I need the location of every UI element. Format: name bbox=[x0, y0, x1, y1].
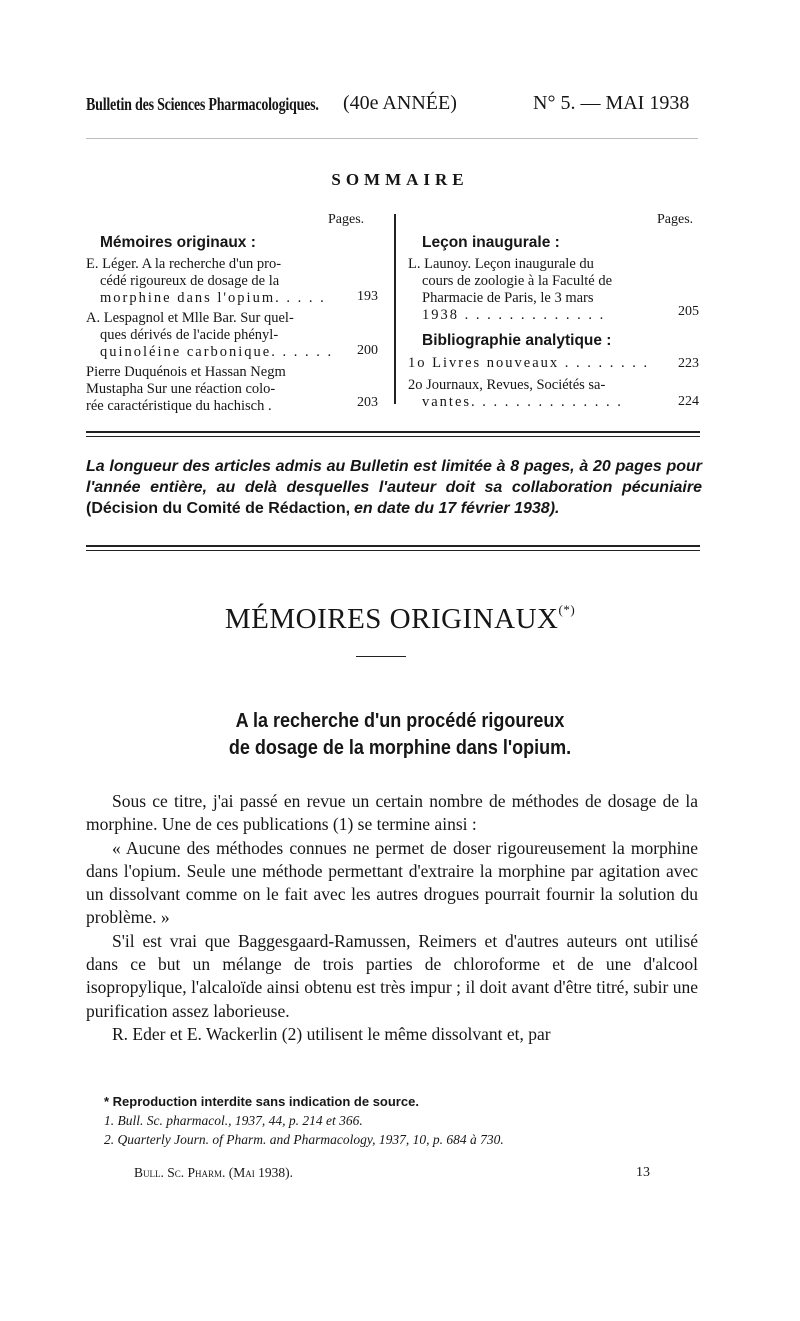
toc-entry-line: E. Léger. A la recherche d'un pro- bbox=[86, 256, 282, 272]
toc-entry-line: ques dérivés de l'acide phényl- bbox=[100, 327, 279, 343]
toc-entry bbox=[408, 377, 670, 411]
double-rule-bottom bbox=[86, 550, 700, 551]
toc-entry-line: 2o Journaux, Revues, Sociétés sa- bbox=[408, 377, 606, 393]
toc-entry bbox=[86, 364, 386, 415]
notice-date-part: en date du 17 février 1938). bbox=[354, 500, 560, 517]
toc-entry-line: L. Launoy. Leçon inaugurale du bbox=[408, 256, 594, 272]
footnotes bbox=[104, 1092, 704, 1149]
notice-bold-part: (Décision du Comité de Rédaction, bbox=[86, 500, 351, 517]
notice-italic-part: La longueur des articles admis au Bulletin est limitée à 8 pages, à 20 pages pour l'année entière, au delà desquelles l'auteur doit sa collaboration pécuniaire bbox=[86, 458, 702, 496]
toc-entry-line: cours de zoologie à la Faculté de bbox=[422, 273, 613, 289]
toc-page-200: 200 bbox=[357, 343, 378, 358]
toc-entry bbox=[408, 256, 670, 324]
toc-page-203: 203 bbox=[357, 395, 378, 410]
toc-column-divider bbox=[394, 214, 396, 404]
article-body bbox=[86, 790, 698, 1046]
paragraph: S'il est vrai que Baggesgaard-Ramussen, Reimers et d'autres auteurs ont utilisé dans ce but un mélange de trois parties de chloroforme et de une d'alcool isopropylique, l'alcaloïde ainsi obtenu est très impur ; il doit avant d'être titré, subir une purification assez laborieuse. bbox=[86, 930, 698, 1021]
toc-heading-lecon: Leçon inaugurale : bbox=[422, 234, 560, 251]
toc-entry-line: cédé rigoureux de dosage de la bbox=[100, 273, 280, 289]
toc-page-223: 223 bbox=[678, 356, 699, 371]
toc-page-205: 205 bbox=[678, 304, 699, 319]
toc-entry-line: Mustapha Sur une réaction colo- bbox=[86, 381, 276, 397]
page-number: 13 bbox=[636, 1165, 650, 1180]
double-rule-top bbox=[86, 431, 700, 433]
toc-entry-line: morphine dans l'opium. . . . . bbox=[100, 290, 326, 306]
section-rule bbox=[356, 656, 406, 657]
toc-left-column bbox=[86, 234, 386, 415]
toc-heading-memoires: Mémoires originaux : bbox=[100, 234, 256, 251]
toc-entry-line: 1o Livres nouveaux . . . . . . . . bbox=[408, 355, 650, 371]
sommaire-title: SOMMAIRE bbox=[331, 170, 469, 189]
section-title bbox=[0, 602, 800, 636]
footnote-2: 2. Quarterly Journ. of Pharm. and Pharmacology, 1937, 10, p. 684 à 730. bbox=[104, 1132, 504, 1147]
pages-label-left: Pages. bbox=[328, 212, 365, 227]
toc-entry-line: rée caractéristique du hachisch . bbox=[86, 398, 272, 414]
volume-year: (40e ANNÉE) bbox=[343, 92, 457, 114]
toc-entry bbox=[86, 256, 386, 307]
section-footnote-mark: (*) bbox=[558, 602, 576, 617]
editorial-notice bbox=[86, 456, 702, 519]
toc-entry bbox=[86, 310, 386, 361]
toc-entry-line: vantes. . . . . . . . . . . . . . bbox=[422, 394, 623, 410]
footnote-1: 1. Bull. Sc. pharmacol., 1937, 44, p. 214 et 366. bbox=[104, 1113, 363, 1128]
running-footer: Bull. Sc. Pharm. (Mai 1938). bbox=[134, 1165, 294, 1180]
toc-entry bbox=[408, 355, 670, 372]
footnote-star: * Reproduction interdite sans indication de source. bbox=[104, 1094, 419, 1109]
toc-page-224: 224 bbox=[678, 394, 699, 409]
issue-number: N° 5. — MAI 1938 bbox=[533, 92, 690, 114]
pages-label-right: Pages. bbox=[657, 212, 694, 227]
double-rule-top bbox=[86, 436, 700, 437]
toc-entry-line: quinoléine carbonique. . . . . . bbox=[100, 344, 334, 360]
journal-title: Bulletin des Sciences Pharmacologiques. bbox=[86, 94, 319, 114]
toc-entry-line: Pierre Duquénois et Hassan Negm bbox=[86, 364, 286, 380]
toc-entry-line: A. Lespagnol et Mlle Bar. Sur quel- bbox=[86, 310, 294, 326]
toc-right-column bbox=[408, 234, 670, 411]
paragraph: R. Eder et E. Wackerlin (2) utilisent le même dissolvant et, par bbox=[112, 1023, 551, 1044]
article-title-line: A la recherche d'un procédé rigoureux bbox=[235, 710, 565, 732]
header-rule bbox=[86, 138, 698, 139]
article-title-line: de dosage de la morphine dans l'opium. bbox=[228, 737, 572, 759]
paragraph: Sous ce titre, j'ai passé en revue un certain nombre de méthodes de dosage de la morphine. Une de ces publications (1) se termine ainsi : bbox=[86, 791, 698, 835]
toc-entry-line: 1938 . . . . . . . . . . . . . bbox=[422, 307, 606, 323]
toc-heading-bibliographie: Bibliographie analytique : bbox=[422, 332, 612, 349]
toc-page-193: 193 bbox=[357, 289, 378, 304]
section-title-text: MÉMOIRES ORIGINAUX bbox=[224, 603, 559, 635]
article-title bbox=[40, 708, 760, 762]
toc-entry-line: Pharmacie de Paris, le 3 mars bbox=[422, 290, 594, 306]
double-rule-bottom bbox=[86, 545, 700, 547]
paragraph: « Aucune des méthodes connues ne permet de doser rigoureusement la morphine dans l'opium. Seule une méthode permettant d'extraire la morphine par agitation avec un dissolvant comme on le fait avec les autres drogues pourrait fournir la solution du problème. » bbox=[86, 837, 698, 928]
